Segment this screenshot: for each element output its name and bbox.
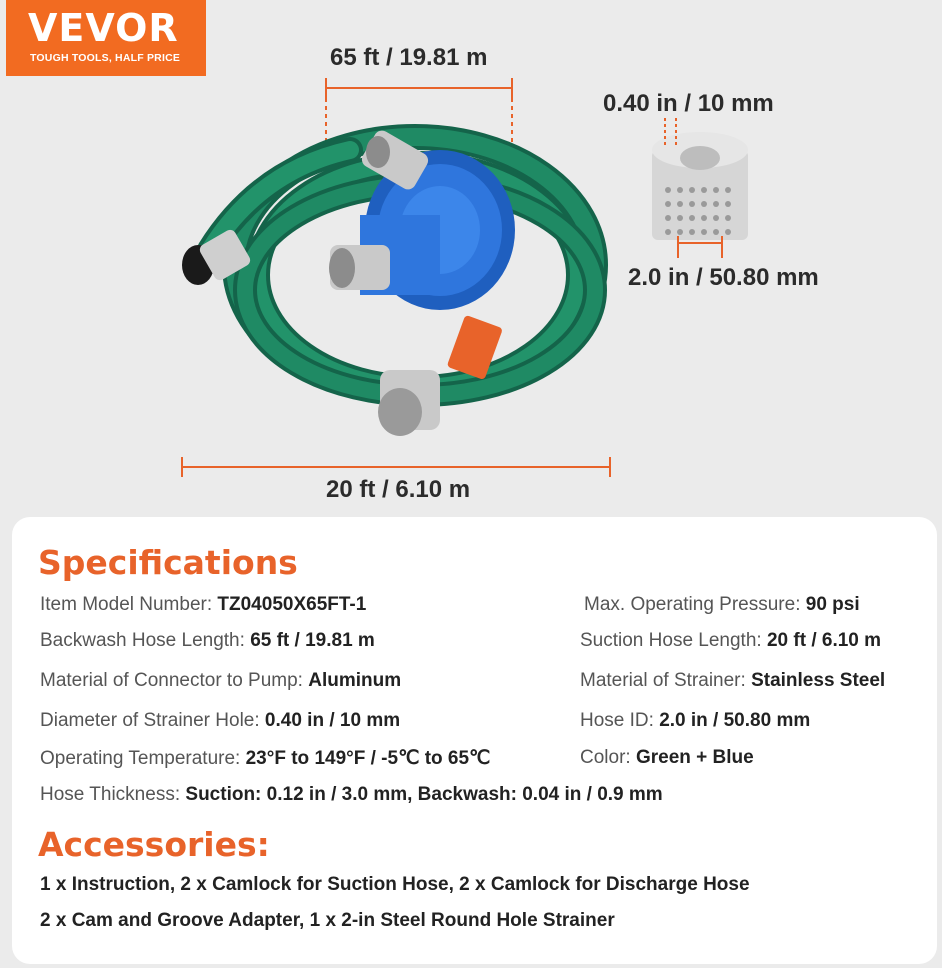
spec-hose-id: Hose ID: 2.0 in / 50.80 mm <box>580 710 811 731</box>
spec-hose-thickness: Hose Thickness: Suction: 0.12 in / 3.0 mm, Backwash: 0.04 in / 0.9 mm <box>40 784 663 805</box>
backwash-length-label: 65 ft / 19.81 m <box>330 44 488 71</box>
spec-strainer-material: Material of Strainer: Stainless Steel <box>580 670 886 691</box>
accessories-line-1: 1 x Instruction, 2 x Camlock for Suction Hose, 2 x Camlock for Discharge Hose <box>40 874 750 895</box>
specifications-card <box>12 517 937 964</box>
spec-max-pressure: Max. Operating Pressure: 90 psi <box>584 594 860 615</box>
strainer-diameter-label: 2.0 in / 50.80 mm <box>628 264 819 291</box>
spec-color: Color: Green + Blue <box>580 747 754 768</box>
suction-length-dimension-line <box>182 457 610 477</box>
strainer-icon <box>652 132 748 240</box>
strainer-hole-label: 0.40 in / 10 mm <box>603 90 774 117</box>
spec-connector-material: Material of Connector to Pump: Aluminum <box>40 670 402 691</box>
accessories-line-2: 2 x Cam and Groove Adapter, 1 x 2-in Steel Round Hole Strainer <box>40 910 615 931</box>
accessories-title: Accessories: <box>38 825 270 864</box>
spec-operating-temperature: Operating Temperature: 23°F to 149°F / -5℃ to 65℃ <box>40 748 491 769</box>
spec-backwash-length: Backwash Hose Length: 65 ft / 19.81 m <box>40 630 375 651</box>
spec-item-model: Item Model Number: TZ04050X65FT-1 <box>40 594 367 615</box>
spec-strainer-hole: Diameter of Strainer Hole: 0.40 in / 10 mm <box>40 710 401 731</box>
logo-brand: VEVOR <box>28 6 179 50</box>
specifications-title: Specifications <box>38 543 298 582</box>
logo-tagline: TOUGH TOOLS, HALF PRICE <box>30 52 181 64</box>
suction-length-label: 20 ft / 6.10 m <box>326 476 471 503</box>
spec-suction-length: Suction Hose Length: 20 ft / 6.10 m <box>580 630 882 651</box>
